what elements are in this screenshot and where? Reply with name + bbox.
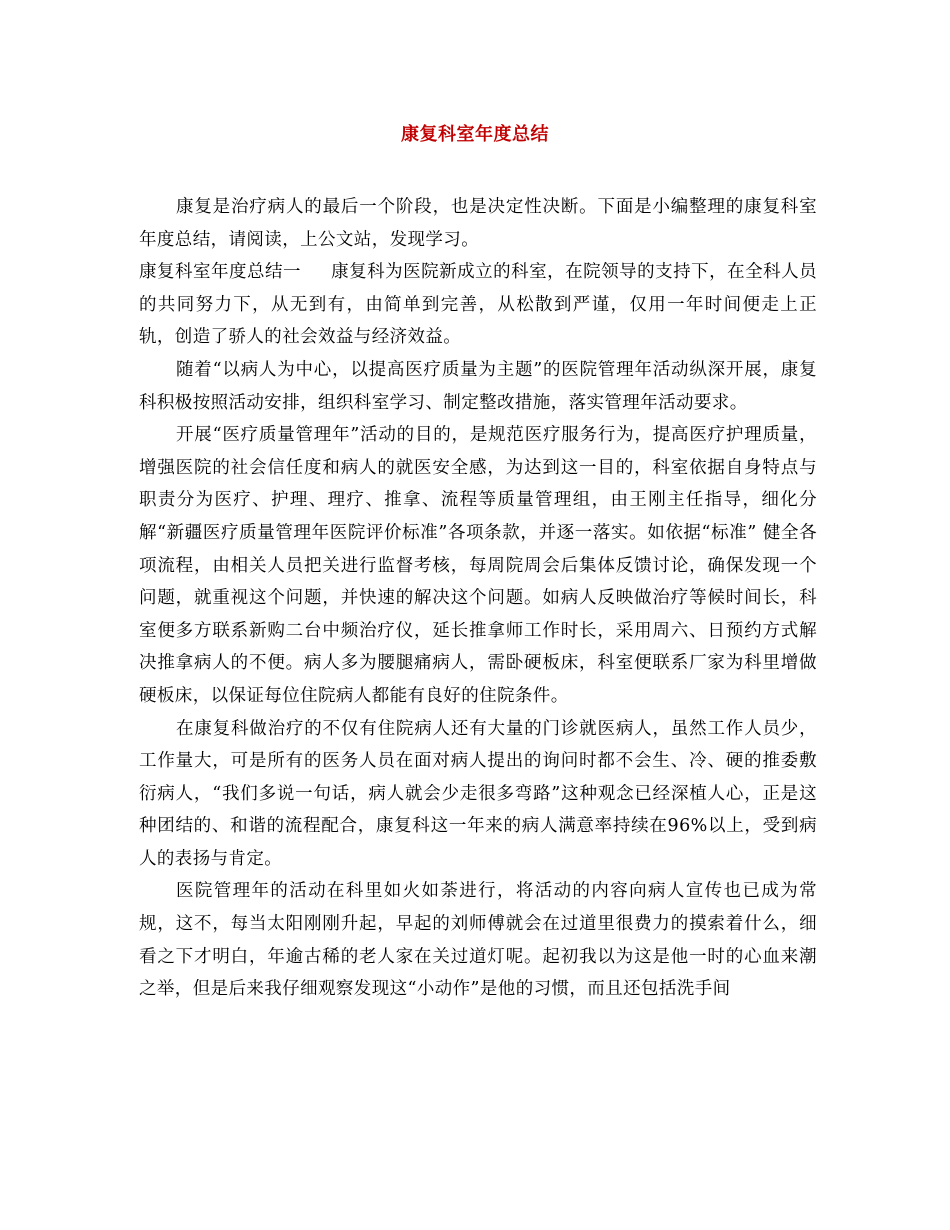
- paragraph-management-year: 随着“以病人为中心，以提高医疗质量为主题”的医院管理年活动纵深开展，康复科积极按照活动安排，组织科室学习、制定整改措施，落实管理年活动要求。: [139, 359, 817, 413]
- paragraph-quality-year: 开展“医疗质量管理年”活动的目的，是规范医疗服务行为，提高医疗护理质量，增强医院的社会信任度和病人的就医安全感，为达到这一目的，科室依据自身特点与职责分为医疗、护理、理疗、推拿、流程等质量管理组，由王刚主任指导，细化分解“新疆医疗质量管理年医院评价标准”各项条款，并逐一落实。如依据“标准” 健全各项流程，由相关人员把关进行监督考核，每周院周会后集体反馈讨论，确保发现一个问题，就重视这个问题，并快速的解决这个问题。如病人反映做治疗等候时间长，科室便多方联系新购二台中频治疗仪，延长推拿师工作时长，采用周六、日预约方式解决推拿病人的不便。病人多为腰腿痛病人，需卧硬板床，科室便联系厂家为科里增做硬板床，以保证每位住院病人都能有良好的住院条件。: [139, 425, 817, 706]
- paragraph-outpatients: 在康复科做治疗的不仅有住院病人还有大量的门诊就医病人，虽然工作人员少，工作量大，可是所有的医务人员在面对病人提出的询问时都不会生、冷、硬的推委敷衍病人，“我们多说一句话，病人就会少走很多弯路”这种观念已经深植人心，正是这种团结的、和谐的流程配合，康复科这一年来的病人满意率持续在96%以上，受到病人的表扬与肯定。: [139, 718, 817, 869]
- section-one-text: 康复科为医院新成立的科室，在院领导的支持下，在全科人员的共同努力下，从无到有，由简单到完善，从松散到严谨，仅用一年时间便走上正轨，创造了骄人的社会效益与经济效益。: [139, 262, 817, 348]
- document-title: 康复科室年度总结: [401, 124, 549, 145]
- section-one-paragraph: [139, 256, 817, 354]
- intro-paragraph: 康复是治疗病人的最后一个阶段，也是决定性决断。下面是小编整理的康复科室年度总结，请阅读，上公文站，发现学习。: [139, 197, 817, 250]
- section-heading: 康复科室年度总结一: [139, 262, 301, 283]
- document-body: [139, 191, 817, 1006]
- paragraph-activities: 医院管理年的活动在科里如火如荼进行，将活动的内容向病人宣传也已成为常规，这不，每当太阳刚刚升起，早起的刘师傅就会在过道里很费力的摸索着什么，细看之下才明白，年逾古稀的老人家在关过道灯呢。起初我以为这是他一时的心血来潮之举，但是后来我仔细观察发现这“小动作”是他的习惯，而且还包括洗手间: [139, 881, 817, 1000]
